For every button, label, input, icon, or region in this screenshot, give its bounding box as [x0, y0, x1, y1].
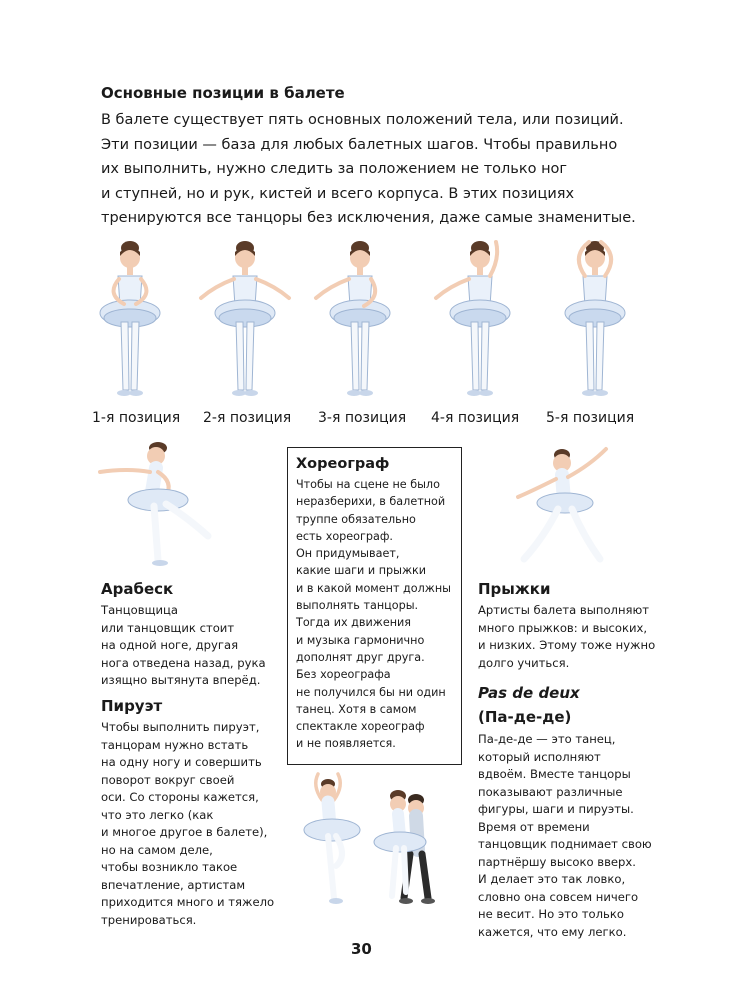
pirouette-pas-de-deux-illustration — [300, 770, 450, 920]
text-line: какие шаги и прыжки — [296, 564, 427, 578]
text-line: оси. Со стороны кажется, — [101, 790, 259, 804]
text-line: выполнять танцоры. — [296, 599, 419, 613]
text-line: Чтобы выполнить пируэт, — [101, 720, 260, 734]
text-line: кажется, что ему легко. — [478, 924, 627, 939]
text-line: долго учиться. — [478, 655, 570, 670]
text-line: дополнят друг друга. — [296, 650, 425, 664]
position-label: 3-я позиция — [318, 410, 407, 426]
text-line: И делает это так ловко, — [478, 872, 626, 886]
arabesque-heading: Арабеск — [101, 580, 174, 598]
text-line: Танцовщица — [101, 603, 179, 617]
pirouette-heading: Пируэт — [101, 697, 163, 715]
text-line: или танцовщик стоит — [101, 620, 235, 635]
text-line: показывают различные — [478, 784, 623, 799]
text-line: вдвоём. Вместе танцоры — [478, 767, 631, 781]
pirouette-text — [101, 719, 274, 929]
text-line: спектакле хореограф — [296, 720, 425, 734]
arabesque-text — [101, 602, 266, 690]
text-line: но на самом деле, — [101, 842, 213, 857]
text-line: танец. Хотя в самом — [296, 702, 417, 716]
jumps-heading: Прыжки — [478, 580, 551, 598]
text-line: приходится много и тяжело — [101, 895, 275, 909]
text-line: не весит. Но это только — [478, 907, 624, 921]
text-line: Тогда их движения — [296, 616, 412, 630]
dancer-position-5 — [565, 241, 625, 396]
text-line: и низких. Этому тоже нужно — [478, 638, 656, 652]
intro-paragraph — [101, 108, 671, 231]
jumps-text — [478, 602, 655, 672]
pas-de-deux-subheading: (Па-де-де) — [478, 708, 572, 726]
ballet-positions-illustration — [80, 238, 660, 403]
text-line: и не появляется. — [296, 737, 396, 751]
text-line: и в какой момент должны — [296, 581, 451, 595]
text-line: Чтобы на сцене не было — [296, 478, 440, 491]
text-line: поворот вокруг своей — [101, 772, 235, 787]
dancer-position-2 — [201, 241, 289, 396]
text-line: не получился бы ни один — [296, 685, 446, 699]
text-line: на одной ноге, другая — [101, 638, 239, 652]
intro-line: Эти позиции — база для любых балетных шагов. Чтобы правильно — [101, 136, 618, 153]
text-line: чтобы возникло такое — [101, 860, 238, 874]
text-line: неразберихи, в балетной — [296, 495, 446, 509]
intro-line: и ступней, но и рук, кистей и всего корпуса. В этих позициях — [101, 185, 575, 202]
intro-line: тренируются все танцоры без исключения, даже самые знаменитые. — [101, 210, 636, 226]
text-line: изящно вытянута вперёд. — [101, 673, 261, 687]
text-line: танцовщик поднимает свою — [478, 837, 652, 851]
text-line: фигуры, шаги и пируэты. — [478, 802, 634, 816]
text-line: Без хореографа — [296, 668, 391, 682]
jump-illustration — [510, 445, 620, 570]
text-line: есть хореограф. — [296, 529, 393, 543]
text-line: и многое другое в балете), — [101, 825, 268, 839]
pirouette-dancer — [304, 774, 360, 904]
text-line: тренироваться. — [101, 912, 197, 927]
text-line: нога отведена назад, рука — [101, 655, 266, 670]
text-line: партнёршу высоко вверх. — [478, 854, 636, 869]
dancer-position-4 — [436, 241, 510, 396]
dancer-position-3 — [316, 241, 390, 396]
pas-de-deux-text — [478, 731, 652, 941]
choreographer-heading: Хореограф — [296, 456, 390, 472]
dancer-position-1 — [100, 241, 160, 396]
page-heading: Основные позиции в балете — [101, 84, 345, 102]
position-label: 2-я позиция — [203, 410, 292, 426]
arabesque-illustration — [96, 438, 226, 570]
text-line: словно она совсем ничего — [478, 889, 639, 904]
pas-de-deux-heading: Pas de deux — [478, 684, 580, 702]
page-number: 30 — [351, 940, 372, 958]
text-line: Артисты балета выполняют — [478, 603, 650, 617]
text-line: впечатление, артистам — [101, 877, 246, 892]
position-label: 1-я позиция — [92, 410, 181, 426]
text-line: Он придумывает, — [296, 547, 400, 561]
text-line: Время от времени — [478, 819, 590, 834]
text-line: что это легко (как — [101, 807, 214, 822]
intro-line: их выполнить, нужно следить за положением не только ног — [101, 161, 568, 177]
position-label: 4-я позиция — [431, 410, 520, 426]
text-line: Па-де-де — это танец, — [478, 732, 616, 746]
position-label: 5-я позиция — [546, 410, 635, 426]
pas-de-deux-couple — [374, 790, 435, 904]
text-line: много прыжков: и высоких, — [478, 620, 648, 635]
text-line: который исполняют — [478, 749, 601, 764]
text-line: на одну ногу и совершить — [101, 755, 262, 769]
text-line: труппе обязательно — [296, 512, 416, 526]
text-line: и музыка гармонично — [296, 633, 425, 647]
text-line: танцорам нужно встать — [101, 737, 249, 752]
intro-line: В балете существует пять основных положений тела, или позиций. — [101, 112, 624, 128]
choreographer-text — [296, 476, 461, 753]
choreographer-box — [287, 447, 462, 765]
